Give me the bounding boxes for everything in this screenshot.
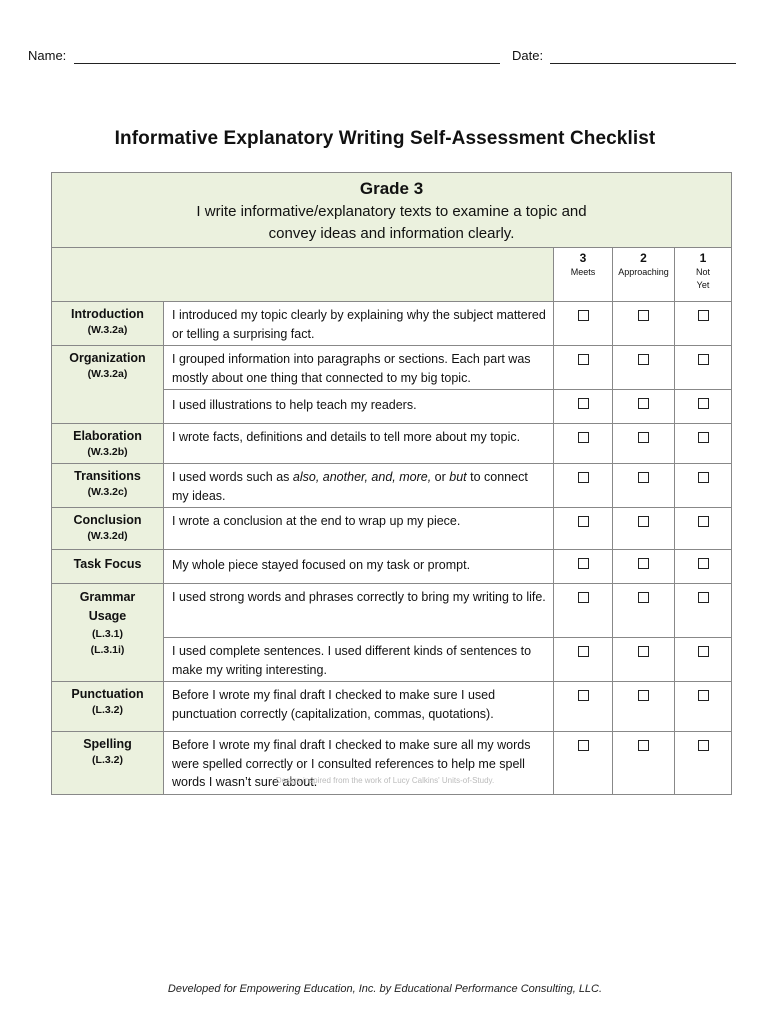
category-name-1: Grammar [79, 590, 136, 604]
table-row [52, 302, 732, 346]
category-name: Elaboration [73, 429, 142, 443]
item-spelling: Before I wrote my final draft I checked to make sure all my words were spelled correctly or I consulted references to help me spell words I wasn’t sure about. [164, 732, 554, 795]
category-elaboration [52, 424, 164, 464]
checkbox-not-yet[interactable] [698, 646, 709, 657]
checkbox-meets[interactable] [578, 354, 589, 365]
item-organization: I grouped information into paragraphs or sections. Each part was mostly about one thing that connected to my big topic. [164, 346, 554, 390]
table-row [52, 424, 732, 464]
col-meets [554, 248, 613, 302]
col-approaching [613, 248, 675, 302]
category-name: Introduction [71, 307, 144, 321]
table-row [52, 346, 732, 390]
checkbox-approaching[interactable] [638, 646, 649, 657]
col-approaching-num: 2 [640, 251, 647, 265]
item-illustrations: I used illustrations to help teach my readers. [164, 390, 554, 424]
category-code: (W.3.2a) [87, 324, 128, 336]
checkbox-meets[interactable] [578, 592, 589, 603]
table-row [52, 584, 732, 638]
checkbox-meets[interactable] [578, 472, 589, 483]
checkbox-not-yet[interactable] [698, 740, 709, 751]
item-transitions: I used words such as also, another, and, more, or but to connect my ideas. [164, 464, 554, 508]
category-name: Punctuation [71, 687, 144, 701]
category-organization [52, 346, 164, 424]
checkbox-meets[interactable] [578, 310, 589, 321]
col-not-yet-label-1: Not [696, 267, 711, 277]
category-code: (L.3.2) [92, 704, 123, 716]
checkbox-meets[interactable] [578, 646, 589, 657]
col-not-yet-label-2: Yet [696, 280, 710, 290]
table-row [52, 464, 732, 508]
table-row [52, 508, 732, 550]
checkbox-approaching[interactable] [638, 354, 649, 365]
category-introduction [52, 302, 164, 346]
date-field[interactable] [550, 63, 736, 64]
category-name: Conclusion [73, 513, 142, 527]
checkbox-not-yet[interactable] [698, 432, 709, 443]
checkbox-not-yet[interactable] [698, 310, 709, 321]
col-not-yet-num: 1 [699, 251, 707, 265]
grade-title: Grade 3 [359, 179, 424, 198]
checkbox-approaching[interactable] [638, 558, 649, 569]
category-name-2: Usage [88, 609, 127, 623]
item-introduction: I introduced my topic clearly by explaining why the subject mattered or telling a surprising fact. [164, 302, 554, 346]
checkbox-not-yet[interactable] [698, 558, 709, 569]
checkbox-not-yet[interactable] [698, 398, 709, 409]
category-name: Spelling [83, 737, 132, 751]
category-code-2: (L.3.1i) [90, 644, 125, 656]
checkbox-approaching[interactable] [638, 516, 649, 527]
checkbox-meets[interactable] [578, 558, 589, 569]
checkbox-not-yet[interactable] [698, 690, 709, 701]
category-code: (W.3.2c) [87, 486, 128, 498]
checklist-table [51, 172, 732, 795]
category-code-1: (L.3.1) [92, 628, 123, 640]
checkbox-meets[interactable] [578, 690, 589, 701]
checkbox-approaching[interactable] [638, 592, 649, 603]
checkbox-approaching[interactable] [638, 472, 649, 483]
category-grammar-usage [52, 584, 164, 682]
column-header-blank [52, 248, 554, 302]
checkbox-meets[interactable] [578, 516, 589, 527]
category-code: (W.3.2a) [87, 368, 128, 380]
col-not-yet [675, 248, 732, 302]
page-title: Informative Explanatory Writing Self-Assessment Checklist [114, 128, 656, 149]
intro-line-2: convey ideas and information clearly. [268, 225, 515, 242]
col-meets-num: 3 [579, 251, 587, 265]
date-label: Date: [512, 48, 544, 63]
item-task-focus: My whole piece stayed focused on my task or prompt. [164, 550, 554, 584]
checklist-header [52, 173, 732, 248]
checkbox-meets[interactable] [578, 398, 589, 409]
table-row [52, 550, 732, 584]
item-grammar-sentences: I used complete sentences. I used different kinds of sentences to make my writing interesting. [164, 638, 554, 682]
name-label: Name: [28, 48, 67, 63]
table-row [52, 682, 732, 732]
category-punctuation [52, 682, 164, 732]
col-approaching-label: Approaching [618, 267, 669, 277]
col-meets-label: Meets [570, 267, 596, 277]
checkbox-not-yet[interactable] [698, 472, 709, 483]
category-name: Task Focus [73, 557, 142, 571]
checkbox-not-yet[interactable] [698, 516, 709, 527]
category-name: Organization [69, 351, 146, 365]
category-task-focus [52, 550, 164, 584]
item-conclusion: I wrote a conclusion at the end to wrap up my piece. [164, 508, 554, 550]
item-grammar-words: I used strong words and phrases correctly to bring my writing to life. [164, 584, 554, 638]
checkbox-meets[interactable] [578, 740, 589, 751]
name-field[interactable] [74, 63, 500, 64]
intro-line-1: I write informative/explanatory texts to examine a topic and [196, 203, 587, 220]
category-transitions [52, 464, 164, 508]
checkbox-approaching[interactable] [638, 398, 649, 409]
checkbox-approaching[interactable] [638, 432, 649, 443]
checkbox-not-yet[interactable] [698, 592, 709, 603]
category-code: (W.3.2d) [87, 530, 128, 542]
footer-text: Developed for Empowering Education, Inc. by Educational Performance Consulting, LLC. [167, 983, 603, 995]
checkbox-not-yet[interactable] [698, 354, 709, 365]
name-date-line [28, 48, 736, 68]
checkbox-approaching[interactable] [638, 690, 649, 701]
design-credit: Design inspired from the work of Lucy Calkins' Units-of-Study. [275, 776, 495, 785]
category-code: (W.3.2b) [87, 446, 128, 458]
checkbox-approaching[interactable] [638, 740, 649, 751]
category-conclusion [52, 508, 164, 550]
item-elaboration: I wrote facts, definitions and details to tell more about my topic. [164, 424, 554, 464]
item-punctuation: Before I wrote my final draft I checked to make sure I used punctuation correctly (capitalization, commas, quotations). [164, 682, 554, 732]
checkbox-meets[interactable] [578, 432, 589, 443]
category-name: Transitions [74, 469, 141, 483]
category-code: (L.3.2) [92, 754, 123, 766]
checkbox-approaching[interactable] [638, 310, 649, 321]
